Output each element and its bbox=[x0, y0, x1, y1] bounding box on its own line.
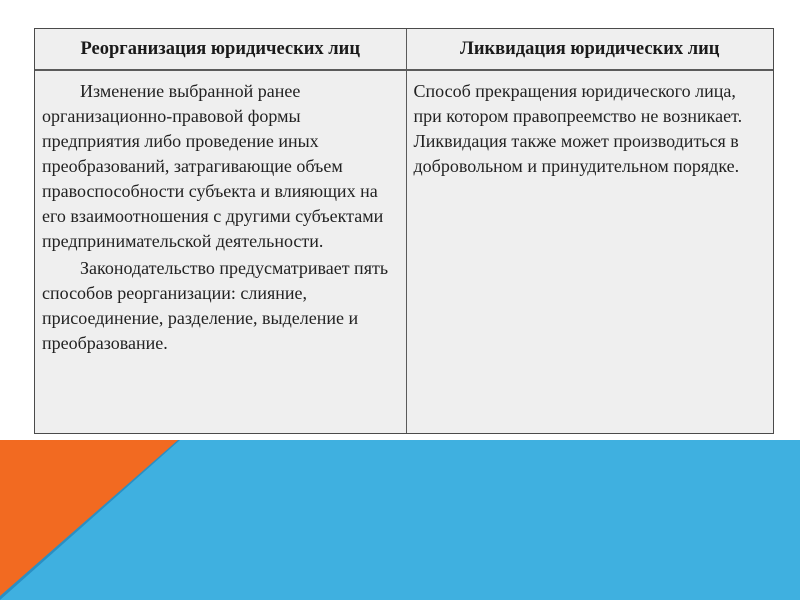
comparison-table bbox=[34, 28, 774, 434]
decorative-background-shapes bbox=[0, 440, 800, 600]
comparison-table-grid bbox=[35, 29, 773, 433]
header-reorganization: Реорганизация юридических лиц bbox=[35, 29, 406, 70]
table-row bbox=[35, 70, 773, 433]
table-header-row bbox=[35, 29, 773, 70]
cell-liquidation bbox=[406, 70, 773, 433]
liquidation-definition: Способ прекращения юридического лица, при котором правопреемство не возникает. Ликвидация также может производиться в добровольном и принудительном порядке. bbox=[413, 81, 743, 176]
reorganization-methods: Законодательство предусматривает пять способов реорганизации: слияние, присоединение, разделение, выделение и преобразование. bbox=[42, 258, 389, 353]
reorganization-definition: Изменение выбранной ранее организационно-правовой формы предприятия либо проведение иных преобразований, затрагивающие объем правоспособности субъекта и влияющих на его взаимоотношения с другими субъектами предпринимательской деятельности. bbox=[42, 81, 384, 251]
header-liquidation: Ликвидация юридических лиц bbox=[406, 29, 773, 70]
cell-reorganization bbox=[35, 70, 406, 433]
